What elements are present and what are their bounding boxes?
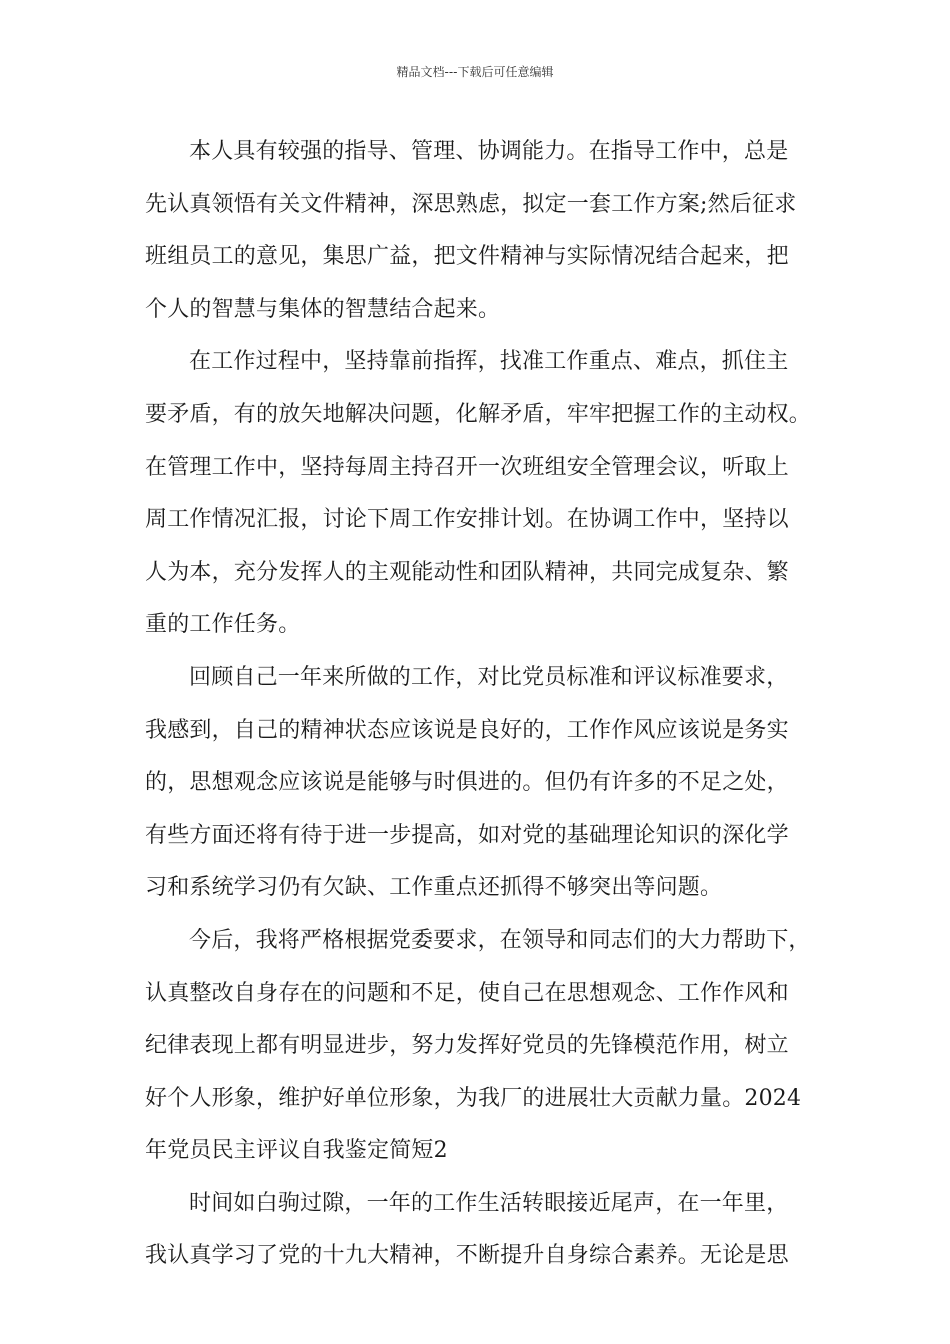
text-line: 今后，我将严格根据党委要求，在领导和同志们的大力帮助下， [189,927,811,953]
text-line: 先认真领悟有关文件精神，深思熟虑，拟定一套工作方案;然后征求 [145,191,797,217]
text-line: 重的工作任务。 [145,612,301,638]
text-line: 有些方面还将有待于进一步提高，如对党的基础理论知识的深化学 [145,822,789,848]
text-line: 班组员工的意见，集思广益，把文件精神与实际情况结合起来，把 [145,244,789,270]
text-line: 人为本，充分发挥人的主观能动性和团队精神，共同完成复杂、繁 [145,559,789,585]
text-line: 纪律表现上都有明显进步，努力发挥好党员的先锋模范作用，树立 [145,1033,789,1059]
text-line: 时间如白驹过隙，一年的工作生活转眼接近尾声，在一年里， [189,1190,789,1216]
paragraph-2 [145,336,817,652]
paragraph-1 [145,126,817,336]
text-line: 在管理工作中，坚持每周主持召开一次班组安全管理会议，听取上 [145,454,789,480]
paragraph-5 [145,1178,817,1283]
text-line: 要矛盾，有的放矢地解决问题，化解矛盾，牢牢把握工作的主动权。 [145,401,812,427]
text-line: 的，思想观念应该说是能够与时俱进的。但仍有许多的不足之处， [145,770,789,796]
text-line: 认真整改自身存在的问题和不足，使自己在思想观念、工作作风和 [145,980,789,1006]
paragraph-3 [145,652,817,915]
text-line: 我感到，自己的精神状态应该说是良好的，工作作风应该说是务实 [145,717,789,743]
page-header: 精品文档---下载后可任意编辑 [396,65,554,79]
text-line: 在工作过程中，坚持靠前指挥，找准工作重点、难点，抓住主 [189,349,789,375]
text-line: 个人的智慧与集体的智慧结合起来。 [145,296,501,322]
text-line: 周工作情况汇报，讨论下周工作安排计划。在协调工作中，坚持以 [145,507,789,533]
document-body [145,126,817,1283]
paragraph-4 [145,915,817,1178]
text-line: 年党员民主评议自我鉴定简短2 [145,1138,448,1164]
text-line: 回顾自己一年来所做的工作，对比党员标准和评议标准要求， [189,664,789,690]
text-line: 我认真学习了党的十九大精神，不断提升自身综合素养。无论是思 [145,1243,789,1269]
text-line: 好个人形象，维护好单位形象，为我厂的进展壮大贡献力量。2024 [145,1085,802,1111]
text-line: 习和系统学习仍有欠缺、工作重点还抓得不够突出等问题。 [145,875,723,901]
text-line: 本人具有较强的指导、管理、协调能力。在指导工作中，总是 [189,139,789,164]
